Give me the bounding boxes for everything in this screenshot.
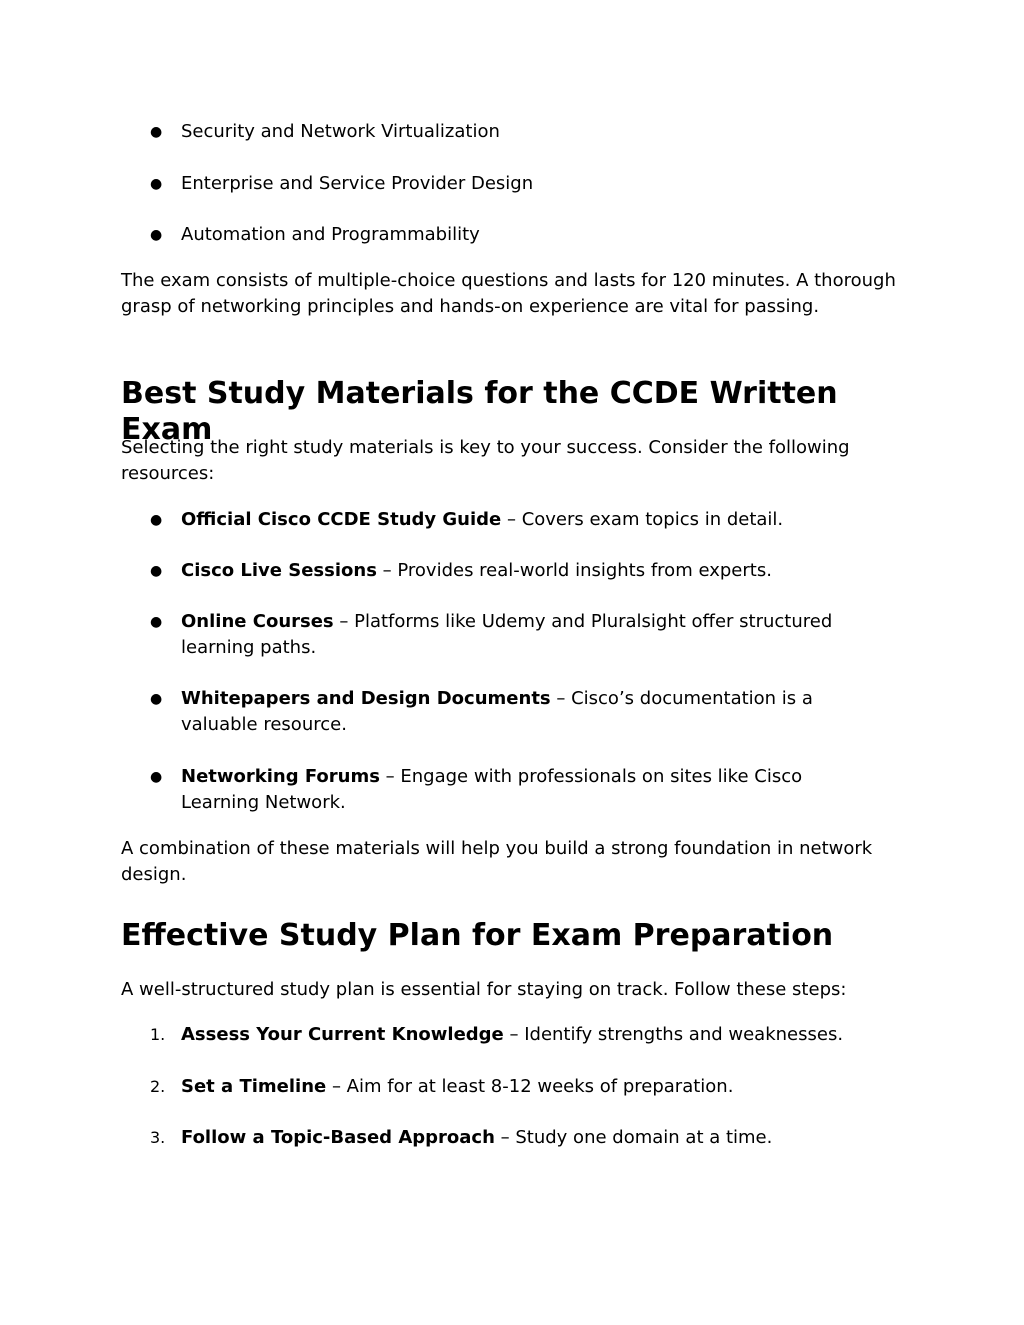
bullet-icon: ● [150, 691, 163, 707]
list-item-description: – Platforms like Udemy and Pluralsight offer structured learning paths. [181, 611, 833, 658]
list-item [150, 686, 870, 738]
list-item-description: – Provides real-world insights from experts. [376, 560, 772, 581]
numbered-list-item [150, 1125, 870, 1151]
list-item-text: Automation and Programmability [181, 224, 480, 245]
section-intro: A well-structured study plan is essential for staying on track. Follow these steps: [121, 979, 847, 1000]
list-item-description: – Covers exam topics in detail. [501, 509, 784, 530]
bullet-icon: ● [150, 512, 163, 528]
bullet-icon: ● [150, 614, 163, 630]
list-item-text [181, 1125, 870, 1151]
list-item-bold: Assess Your Current Knowledge [181, 1024, 504, 1045]
numbered-list-item [150, 1074, 870, 1100]
section-intro: Selecting the right study materials is key to your success. Consider the following resources: [121, 437, 850, 484]
list-item-bold: Official Cisco CCDE Study Guide [181, 509, 502, 530]
list-item [150, 609, 870, 661]
list-item-description: – Aim for at least 8-12 weeks of preparation. [326, 1076, 734, 1097]
bullet-icon: ● [150, 176, 163, 192]
list-item-text [181, 1022, 870, 1048]
list-item-text [181, 558, 870, 584]
list-item [150, 507, 870, 533]
list-item-text [181, 507, 870, 533]
list-item-bold: Online Courses [181, 611, 334, 632]
list-item-text [181, 1074, 870, 1100]
list-number: 1. [150, 1025, 166, 1044]
list-item-description: – Cisco’s documentation is a valuable resource. [181, 688, 813, 735]
list-number: 3. [150, 1128, 166, 1147]
section-heading-study-materials: Best Study Materials for the CCDE Written Exam [121, 376, 838, 447]
list-item-description: – Identify strengths and weaknesses. [503, 1024, 844, 1045]
bullet-icon: ● [150, 563, 163, 579]
list-item-text [181, 764, 870, 816]
list-number: 2. [150, 1077, 166, 1096]
section-closing: A combination of these materials will help you build a strong foundation in network design. [121, 838, 873, 885]
exam-paragraph: The exam consists of multiple-choice questions and lasts for 120 minutes. A thorough grasp of networking principles and hands-on experience are vital for passing. [121, 270, 896, 317]
list-item-bold: Cisco Live Sessions [181, 560, 377, 581]
list-item-text [181, 686, 870, 738]
numbered-list-item [150, 1022, 870, 1048]
list-item [150, 171, 870, 197]
list-item-description: – Study one domain at a time. [494, 1127, 773, 1148]
list-item-bold: Set a Timeline [181, 1076, 327, 1097]
list-item [150, 119, 870, 145]
list-item-text: Enterprise and Service Provider Design [181, 173, 534, 194]
list-item-bold: Networking Forums [181, 766, 380, 787]
list-item [150, 764, 870, 816]
list-item-description: – Engage with professionals on sites like Cisco Learning Network. [181, 766, 803, 813]
list-item [150, 558, 870, 584]
list-item-bold: Whitepapers and Design Documents [181, 688, 551, 709]
bullet-icon: ● [150, 227, 163, 243]
bullet-icon: ● [150, 769, 163, 785]
bullet-icon: ● [150, 124, 163, 140]
section-heading-study-plan: Effective Study Plan for Exam Preparation [121, 918, 834, 953]
list-item-bold: Follow a Topic-Based Approach [181, 1127, 495, 1148]
list-item-text: Security and Network Virtualization [181, 121, 500, 142]
list-item [150, 222, 870, 248]
list-item-text [181, 609, 870, 661]
